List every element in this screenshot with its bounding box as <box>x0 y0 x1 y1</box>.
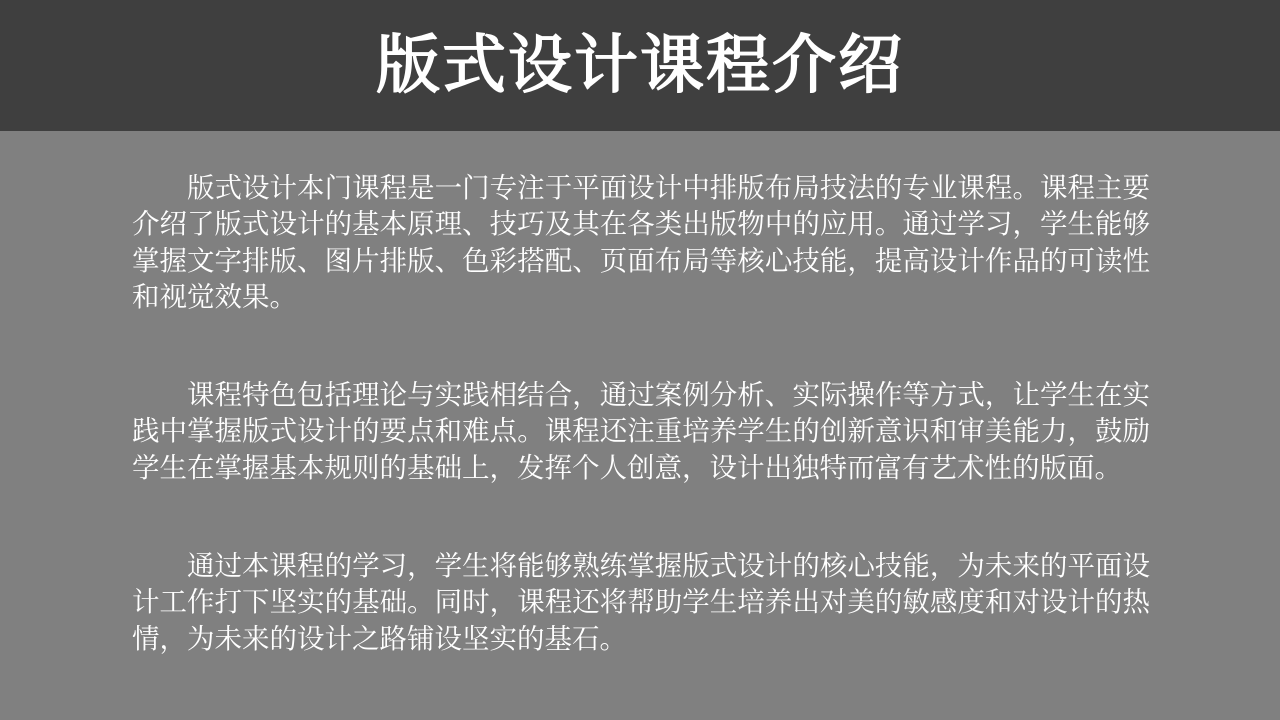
slide-body <box>132 170 1150 690</box>
title-bar <box>0 0 1280 131</box>
paragraph-spacer <box>132 315 1150 377</box>
body-paragraph-1: 版式设计本门课程是一门专注于平面设计中排版布局技法的专业课程。课程主要介绍了版式设计的基本原理、技巧及其在各类出版物中的应用。通过学习，学生能够掌握文字排版、图片排版、色彩搭配、页面布局等核心技能，提高设计作品的可读性和视觉效果。 <box>132 172 1150 312</box>
body-paragraph-3: 通过本课程的学习，学生将能够熟练掌握版式设计的核心技能，为未来的平面设计工作打下坚实的基础。同时，课程还将帮助学生培养出对美的敏感度和对设计的热情，为未来的设计之路铺设坚实的基石。 <box>132 550 1150 654</box>
paragraph-spacer <box>132 486 1150 548</box>
body-paragraph-2: 课程特色包括理论与实践相结合，通过案例分析、实际操作等方式，让学生在实践中掌握版式设计的要点和难点。课程还注重培养学生的创新意识和审美能力，鼓励学生在掌握基本规则的基础上，发挥个人创意，设计出独特而富有艺术性的版面。 <box>132 379 1150 483</box>
page-title: 版式设计课程介绍 <box>376 29 904 102</box>
